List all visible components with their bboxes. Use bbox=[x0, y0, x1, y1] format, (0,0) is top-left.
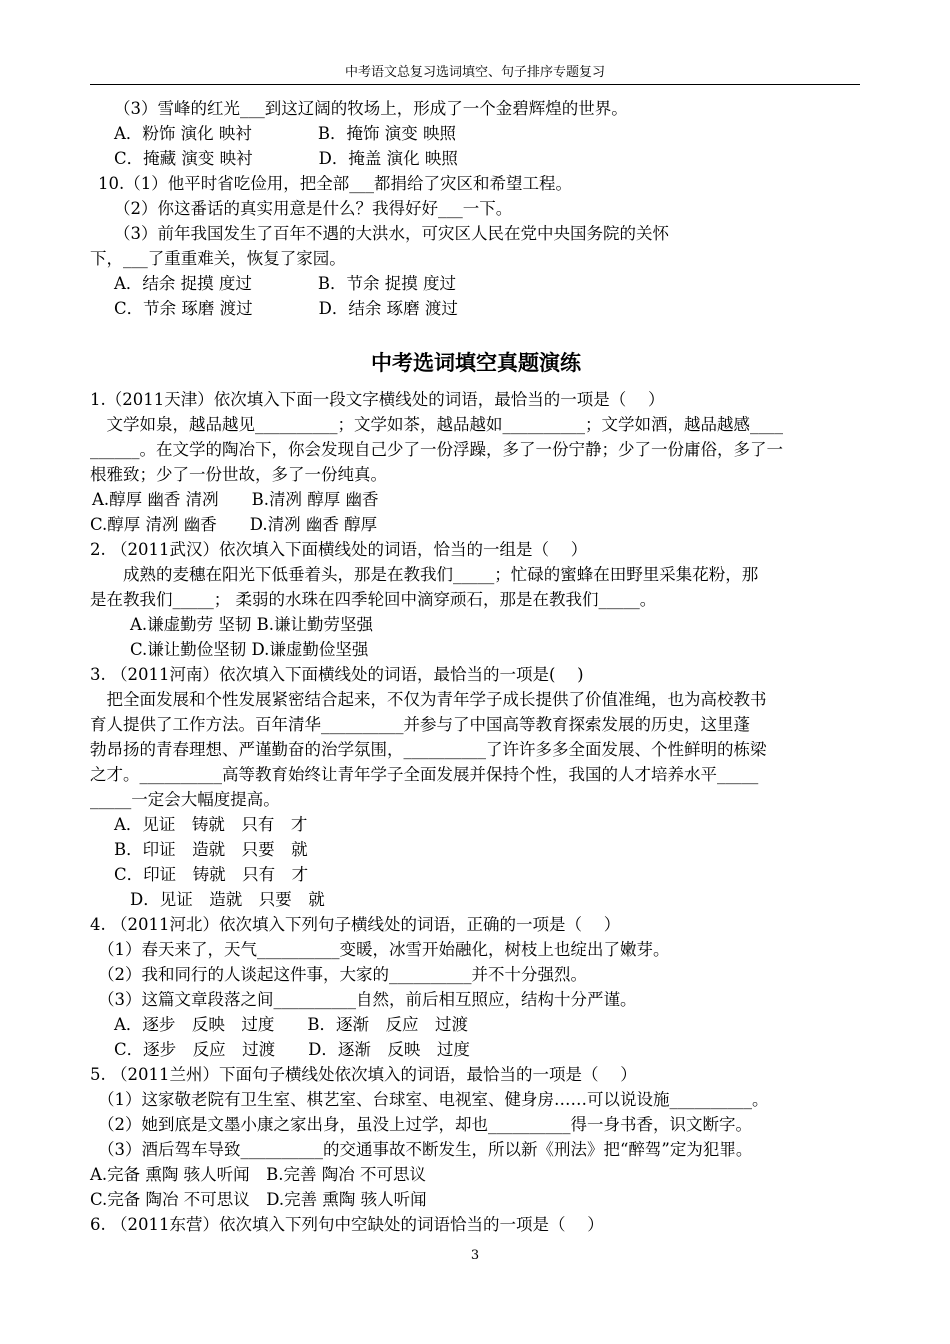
text-line: C．节余 琢磨 渡过 D．结余 琢磨 渡过 bbox=[114, 299, 458, 318]
text-line: ______。在文学的陶冶下，你会发现自己少了一份浮躁，多了一份宁静；少了一份庸俗，多了一 bbox=[90, 440, 783, 459]
text-line: （2）我和同行的人谈起这件事，大家的__________并不十分强烈。 bbox=[98, 965, 587, 984]
text-line: C．掩藏 演变 映衬 D．掩盖 演化 映照 bbox=[114, 149, 458, 168]
text-line: （2）你这番话的真实用意是什么？我得好好___一下。 bbox=[114, 199, 513, 218]
text-line: 1.（2011天津）依次填入下面一段文字横线处的词语，最恰当的一项是（ ） bbox=[90, 390, 665, 409]
text-line: （3）这篇文章段落之间__________自然，前后相互照应，结构十分严谨。 bbox=[98, 990, 637, 1009]
text-line: （3）酒后驾车导致__________的交通事故不断发生，所以新《刑法》把“醉驾”定为犯罪。 bbox=[98, 1140, 753, 1159]
text-line: 勃昂扬的青春理想、严谨勤奋的治学氛围，__________了许许多多全面发展、个性鲜明的栋梁 bbox=[90, 740, 767, 759]
page-number: 3 bbox=[470, 1248, 480, 1263]
text-line: A．逐步 反映 过度 B．逐渐 反应 过渡 bbox=[114, 1015, 469, 1034]
text-line: （2）她到底是文墨小康之家出身，虽没上过学，却也__________得一身书香，识文断字。 bbox=[98, 1115, 752, 1134]
text-line: C．逐步 反应 过渡 D．逐渐 反映 过度 bbox=[114, 1040, 470, 1059]
header-rule bbox=[90, 84, 860, 85]
text-line: 之才。__________高等教育始终让青年学子全面发展并保持个性，我国的人才培养水平_____ bbox=[90, 765, 759, 784]
text-line: 根雅致；少了一份世故，多了一份纯真。 bbox=[90, 465, 387, 484]
exercise-list bbox=[90, 387, 862, 1237]
text-line: （3）雪峰的红光___到这辽阔的牧场上，形成了一个金碧辉煌的世界。 bbox=[114, 99, 628, 118]
document-body bbox=[90, 96, 862, 1237]
text-line: 5. （2011兰州）下面句子横线处依次填入的词语，最恰当的一项是（ ） bbox=[90, 1065, 637, 1084]
text-line: C.醇厚 清冽 幽香 D.清冽 幽香 醇厚 bbox=[90, 515, 378, 534]
section-title: 中考选词填空真题演练 bbox=[371, 350, 581, 375]
text-line: 是在教我们_____； 柔弱的水珠在四季轮回中滴穿顽石，那是在教我们_____。 bbox=[90, 590, 657, 609]
text-line: 4. （2011河北）依次填入下列句子横线处的词语，正确的一项是（ ） bbox=[90, 915, 621, 934]
text-line: 3. （2011河南）依次填入下面横线处的词语，最恰当的一项是( ) bbox=[90, 665, 584, 684]
text-line: A．见证 铸就 只有 才 bbox=[114, 815, 308, 834]
text-line: 2. （2011武汉）依次填入下面横线处的词语，恰当的一组是（ ） bbox=[90, 540, 588, 559]
text-line: 育人提供了工作方法。百年清华__________并参与了中国高等教育探索发展的历史，这里蓬 bbox=[90, 715, 750, 734]
text-line: _____一定会大幅度提高。 bbox=[90, 790, 280, 809]
text-line: 6. （2011东营）依次填入下列句中空缺处的词语恰当的一项是（ ） bbox=[90, 1215, 604, 1234]
text-line: B．印证 造就 只要 就 bbox=[114, 840, 308, 859]
text-line: A.醇厚 幽香 清冽 B.清冽 醇厚 幽香 bbox=[92, 490, 379, 509]
text-line: A．粉饰 演化 映衬 B．掩饰 演变 映照 bbox=[114, 124, 457, 143]
text-line: 10.（1）他平时省吃俭用，把全部___都捐给了灾区和希望工程。 bbox=[98, 174, 572, 193]
text-line: A.完备 熏陶 骇人听闻 B.完善 陶冶 不可思议 bbox=[90, 1165, 427, 1184]
text-line: D．见证 造就 只要 就 bbox=[130, 890, 325, 909]
text-line: （3）前年我国发生了百年不遇的大洪水，可灾区人民在党中央国务院的关怀 bbox=[114, 224, 669, 243]
text-line: A.谦虚勤劳 坚韧 B.谦让勤劳坚强 bbox=[130, 615, 374, 634]
text-line: 成熟的麦穗在阳光下低垂着头，那是在教我们_____；忙碌的蜜蜂在田野里采集花粉，那 bbox=[90, 565, 759, 584]
text-line: C．印证 铸就 只有 才 bbox=[114, 865, 309, 884]
text-line: 把全面发展和个性发展紧密结合起来，不仅为青年学子成长提供了价值准绳，也为高校教书 bbox=[90, 690, 767, 709]
text-line: 文学如泉，越品越见__________；文学如茶，越品越如__________；文学如酒，越品越感____ bbox=[90, 415, 783, 434]
previous-exercises bbox=[90, 96, 862, 321]
page-header: 中考语文总复习选词填空、句子排序专题复习 bbox=[344, 65, 605, 80]
text-line: 下，___了重重难关，恢复了家园。 bbox=[90, 249, 346, 268]
text-line: C.谦让勤俭坚韧 D.谦虚勤俭坚强 bbox=[130, 640, 369, 659]
text-line: C.完备 陶冶 不可思议 D.完善 熏陶 骇人听闻 bbox=[90, 1190, 427, 1209]
text-line: A．结余 捉摸 度过 B．节余 捉摸 度过 bbox=[114, 274, 457, 293]
text-line: （1）春天来了，天气__________变暖，冰雪开始融化，树枝上也绽出了嫩芽。 bbox=[98, 940, 670, 959]
text-line: （1）这家敬老院有卫生室、棋艺室、台球室、电视室、健身房……可以说设施__________。 bbox=[98, 1090, 769, 1109]
